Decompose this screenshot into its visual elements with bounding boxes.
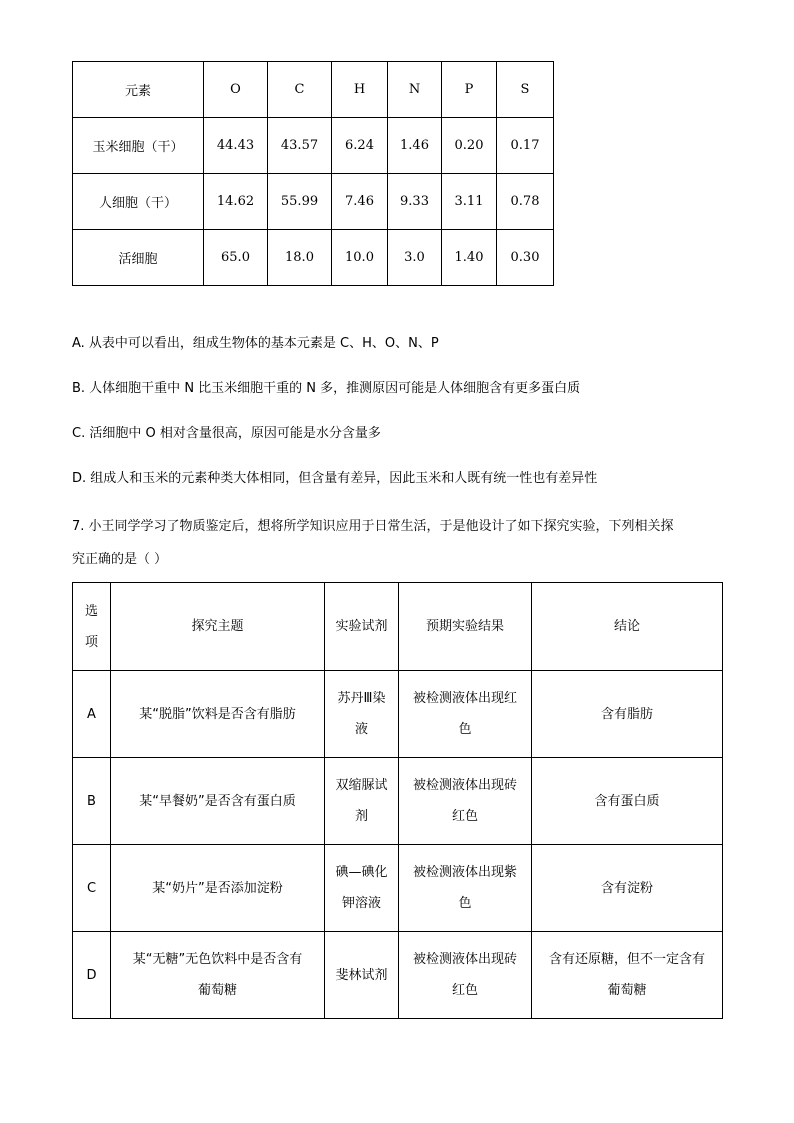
table-row — [73, 118, 554, 174]
option-cell: D — [73, 932, 111, 1019]
table-cell: 1.46 — [388, 118, 442, 174]
question-7-line-1: 7. 小王同学学习了物质鉴定后，想将所学知识应用于日常生活，于是他设计了如下探究实验，下列相关探 — [72, 519, 674, 534]
table-row — [73, 932, 723, 1019]
table-cell: 3.11 — [442, 174, 497, 230]
row-label: 人细胞（干） — [73, 174, 204, 230]
table-cell: 0.78 — [497, 174, 554, 230]
header-cell: H — [332, 62, 388, 118]
header-cell-conclusion: 结论 — [532, 583, 723, 671]
experiment-table — [72, 582, 723, 1019]
table-row — [73, 174, 554, 230]
topic-cell: 某“早餐奶”是否含有蛋白质 — [111, 758, 325, 845]
topic-cell: 某“脱脂”饮料是否含有脂肪 — [111, 671, 325, 758]
topic-cell: 某“无糖”无色饮料中是否含有 葡萄糖 — [111, 932, 325, 1019]
option-b: B. 人体细胞干重中 N 比玉米细胞干重的 N 多，推测原因可能是人体细胞含有更多蛋白质 — [72, 381, 581, 396]
table-cell: 44.43 — [204, 118, 268, 174]
header-cell: 元素 — [73, 62, 204, 118]
option-d: D. 组成人和玉米的元素种类大体相同，但含量有差异，因此玉米和人既有统一性也有差异性 — [72, 471, 598, 486]
reagent-cell: 苏丹Ⅲ染 液 — [325, 671, 399, 758]
option-cell: C — [73, 845, 111, 932]
option-cell: B — [73, 758, 111, 845]
table-cell: 55.99 — [268, 174, 332, 230]
table-cell: 14.62 — [204, 174, 268, 230]
row-label: 玉米细胞（干） — [73, 118, 204, 174]
table-row — [73, 230, 554, 286]
conclusion-cell: 含有蛋白质 — [532, 758, 723, 845]
option-cell: A — [73, 671, 111, 758]
option-c: C. 活细胞中 O 相对含量很高，原因可能是水分含量多 — [72, 426, 381, 441]
question-7 — [72, 510, 724, 576]
table-row — [73, 758, 723, 845]
table-cell: 0.17 — [497, 118, 554, 174]
option-a: A. 从表中可以看出，组成生物体的基本元素是 C、H、O、N、P — [72, 336, 439, 351]
expected-cell: 被检测液体出现砖 红色 — [399, 758, 532, 845]
header-cell: P — [442, 62, 497, 118]
row-label: 活细胞 — [73, 230, 204, 286]
expected-cell: 被检测液体出现紫 色 — [399, 845, 532, 932]
table-row — [73, 845, 723, 932]
conclusion-cell: 含有脂肪 — [532, 671, 723, 758]
table-cell: 10.0 — [332, 230, 388, 286]
header-cell: S — [497, 62, 554, 118]
table-cell: 7.46 — [332, 174, 388, 230]
table-cell: 43.57 — [268, 118, 332, 174]
conclusion-cell: 含有还原糖，但不一定含有 葡萄糖 — [532, 932, 723, 1019]
reagent-cell: 斐林试剂 — [325, 932, 399, 1019]
reagent-cell: 碘—碘化 钾溶液 — [325, 845, 399, 932]
header-cell: N — [388, 62, 442, 118]
table-cell: 9.33 — [388, 174, 442, 230]
expected-cell: 被检测液体出现砖 红色 — [399, 932, 532, 1019]
table-header-row — [73, 62, 554, 118]
expected-cell: 被检测液体出现红 色 — [399, 671, 532, 758]
table-cell: 1.40 — [442, 230, 497, 286]
table-cell: 65.0 — [204, 230, 268, 286]
question-7-line-2: 究正确的是（ ） — [72, 552, 168, 567]
table-cell: 18.0 — [268, 230, 332, 286]
reagent-cell: 双缩脲试 剂 — [325, 758, 399, 845]
conclusion-cell: 含有淀粉 — [532, 845, 723, 932]
header-cell: O — [204, 62, 268, 118]
table-cell: 6.24 — [332, 118, 388, 174]
table-row — [73, 671, 723, 758]
header-cell-reagent: 实验试剂 — [325, 583, 399, 671]
table-cell: 0.20 — [442, 118, 497, 174]
topic-cell: 某“奶片”是否添加淀粉 — [111, 845, 325, 932]
header-cell-expected: 预期实验结果 — [399, 583, 532, 671]
header-cell-topic: 探究主题 — [111, 583, 325, 671]
element-content-table — [72, 61, 554, 286]
header-cell-option: 选 项 — [73, 583, 111, 671]
table-cell: 3.0 — [388, 230, 442, 286]
table-cell: 0.30 — [497, 230, 554, 286]
table-header-row — [73, 583, 723, 671]
header-cell: C — [268, 62, 332, 118]
